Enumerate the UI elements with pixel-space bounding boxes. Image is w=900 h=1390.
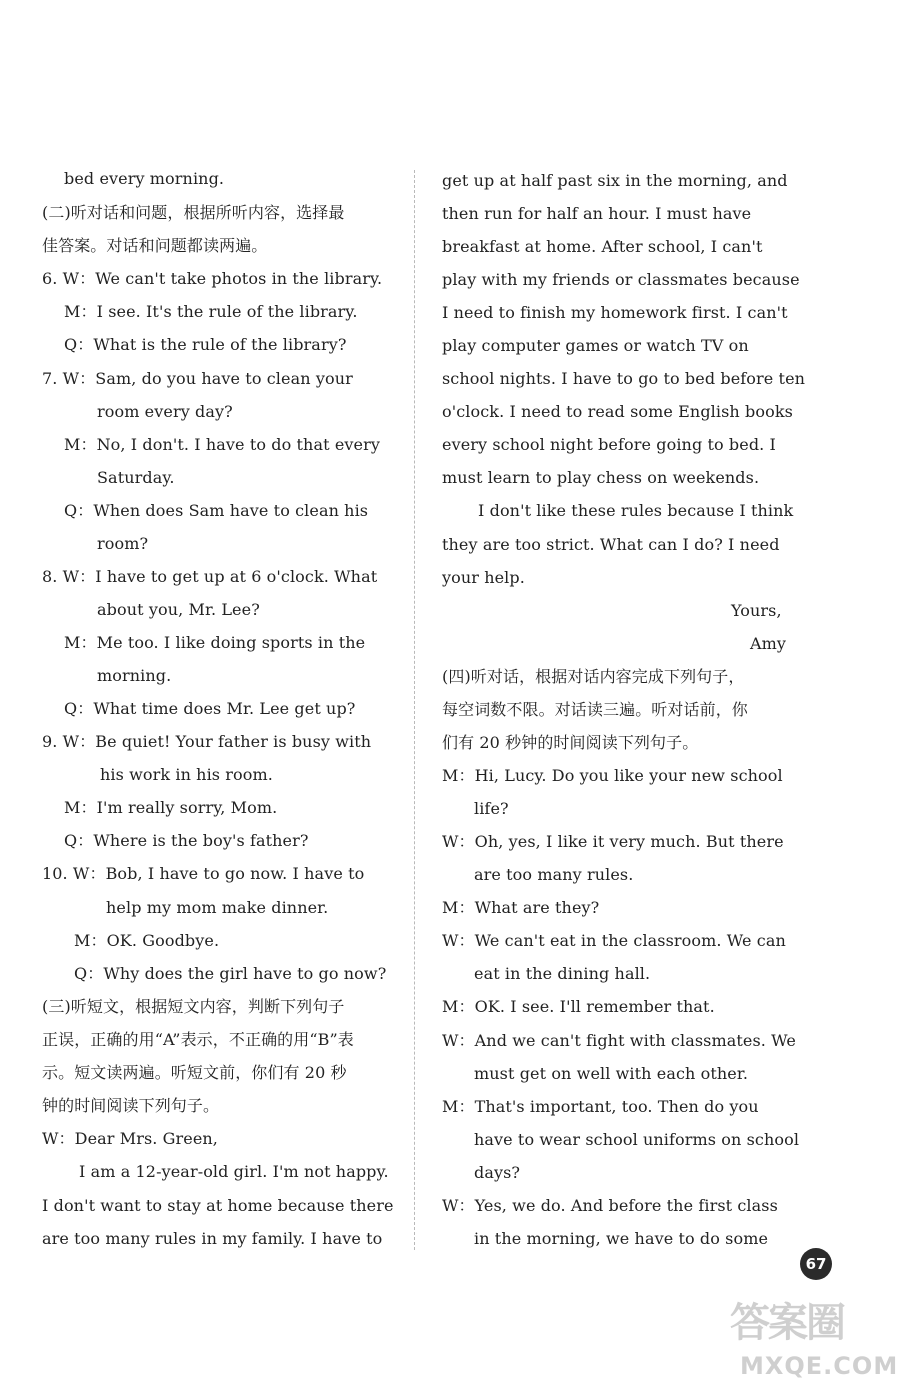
letter-signature: Amy	[750, 634, 787, 653]
column-divider	[414, 170, 415, 1250]
dialogue-line: M：Hi, Lucy. Do you like your new school	[442, 766, 783, 785]
dialogue-line: Saturday.	[97, 468, 175, 487]
dialogue-line: Q：Why does the girl have to go now?	[74, 964, 387, 983]
dialogue-line: about you, Mr. Lee?	[97, 600, 260, 619]
letter-line: school nights. I have to go to bed before ten	[442, 369, 806, 388]
dialogue-line: have to wear school uniforms on school	[474, 1130, 800, 1149]
dialogue-line: Q：What time does Mr. Lee get up?	[64, 699, 356, 718]
text-line: bed every morning.	[64, 169, 225, 188]
letter-line: they are too strict. What can I do? I need	[442, 535, 780, 554]
letter-line: I don't like these rules because I think	[478, 501, 794, 520]
dialogue-line: are too many rules.	[474, 865, 634, 884]
dialogue-line: M：That's important, too. Then do you	[442, 1097, 759, 1116]
dialogue-line: W：We can't eat in the classroom. We can	[442, 931, 786, 950]
dialogue-line: Q：What is the rule of the library?	[64, 335, 347, 354]
section-heading: 佳答案。对话和问题都读两遍。	[42, 236, 268, 255]
dialogue-line: 6. W：We can't take photos in the library.	[42, 269, 383, 288]
letter-line: then run for half an hour. I must have	[442, 204, 752, 223]
section-heading: 示。短文读两遍。听短文前，你们有 20 秒	[42, 1063, 347, 1082]
section-heading: (三)听短文，根据短文内容，判断下列句子	[42, 997, 345, 1016]
letter-line: play with my friends or classmates because	[442, 270, 800, 289]
dialogue-line: Q：Where is the boy's father?	[64, 831, 309, 850]
letter-line: play computer games or watch TV on	[442, 336, 749, 355]
dialogue-line: M：I see. It's the rule of the library.	[64, 302, 358, 321]
dialogue-line: help my mom make dinner.	[106, 898, 329, 917]
dialogue-line: days?	[474, 1163, 521, 1182]
dialogue-line: M：Me too. I like doing sports in the	[64, 633, 366, 652]
letter-line: I am a 12-year-old girl. I'm not happy.	[79, 1162, 389, 1181]
dialogue-line: M：What are they?	[442, 898, 600, 917]
letter-line: I need to finish my homework first. I can't	[442, 303, 788, 322]
letter-greeting: W：Dear Mrs. Green,	[42, 1129, 218, 1148]
dialogue-line: 8. W：I have to get up at 6 o'clock. What	[42, 567, 378, 586]
dialogue-line: 9. W：Be quiet! Your father is busy with	[42, 732, 372, 751]
letter-line: your help.	[442, 568, 525, 587]
dialogue-line: in the morning, we have to do some	[474, 1229, 769, 1248]
section-heading: (二)听对话和问题，根据所听内容，选择最	[42, 203, 345, 222]
dialogue-line: M：No, I don't. I have to do that every	[64, 435, 380, 454]
watermark-logo: 答案圈	[730, 1300, 844, 1346]
dialogue-line: 10. W：Bob, I have to go now. I have to	[42, 864, 365, 883]
letter-line: breakfast at home. After school, I can't	[442, 237, 763, 256]
page-number: 67	[800, 1248, 832, 1280]
dialogue-line: M：OK. I see. I'll remember that.	[442, 997, 715, 1016]
dialogue-line: M：I'm really sorry, Mom.	[64, 798, 278, 817]
letter-line: are too many rules in my family. I have to	[42, 1229, 383, 1248]
letter-line: I don't want to stay at home because there	[42, 1196, 394, 1215]
dialogue-line: life?	[474, 799, 509, 818]
dialogue-line: room every day?	[97, 402, 233, 421]
dialogue-line: must get on well with each other.	[474, 1064, 749, 1083]
section-heading: (四)听对话，根据对话内容完成下列句子，	[442, 667, 745, 686]
dialogue-line: eat in the dining hall.	[474, 964, 651, 983]
dialogue-line: W：And we can't fight with classmates. We	[442, 1031, 796, 1050]
letter-line: o'clock. I need to read some English books	[442, 402, 793, 421]
letter-line: get up at half past six in the morning, and	[442, 171, 788, 190]
dialogue-line: morning.	[97, 666, 172, 685]
watermark-url: MXQE.COM	[740, 1352, 899, 1380]
section-heading: 们有 20 秒钟的时间阅读下列句子。	[442, 733, 699, 752]
dialogue-line: W：Yes, we do. And before the first class	[442, 1196, 778, 1215]
dialogue-line: Q：When does Sam have to clean his	[64, 501, 369, 520]
dialogue-line: his work in his room.	[100, 765, 273, 784]
section-heading: 正误，正确的用“A”表示，不正确的用“B”表	[42, 1030, 354, 1049]
letter-closing: Yours,	[731, 601, 782, 620]
letter-line: must learn to play chess on weekends.	[442, 468, 760, 487]
section-heading: 每空词数不限。对话读三遍。听对话前，你	[442, 700, 748, 719]
dialogue-line: M：OK. Goodbye.	[74, 931, 220, 950]
watermark	[720, 1300, 900, 1390]
letter-line: every school night before going to bed. I	[442, 435, 776, 454]
dialogue-line: 7. W：Sam, do you have to clean your	[42, 369, 353, 388]
dialogue-line: room?	[97, 534, 149, 553]
section-heading: 钟的时间阅读下列句子。	[42, 1096, 220, 1115]
dialogue-line: W：Oh, yes, I like it very much. But there	[442, 832, 784, 851]
